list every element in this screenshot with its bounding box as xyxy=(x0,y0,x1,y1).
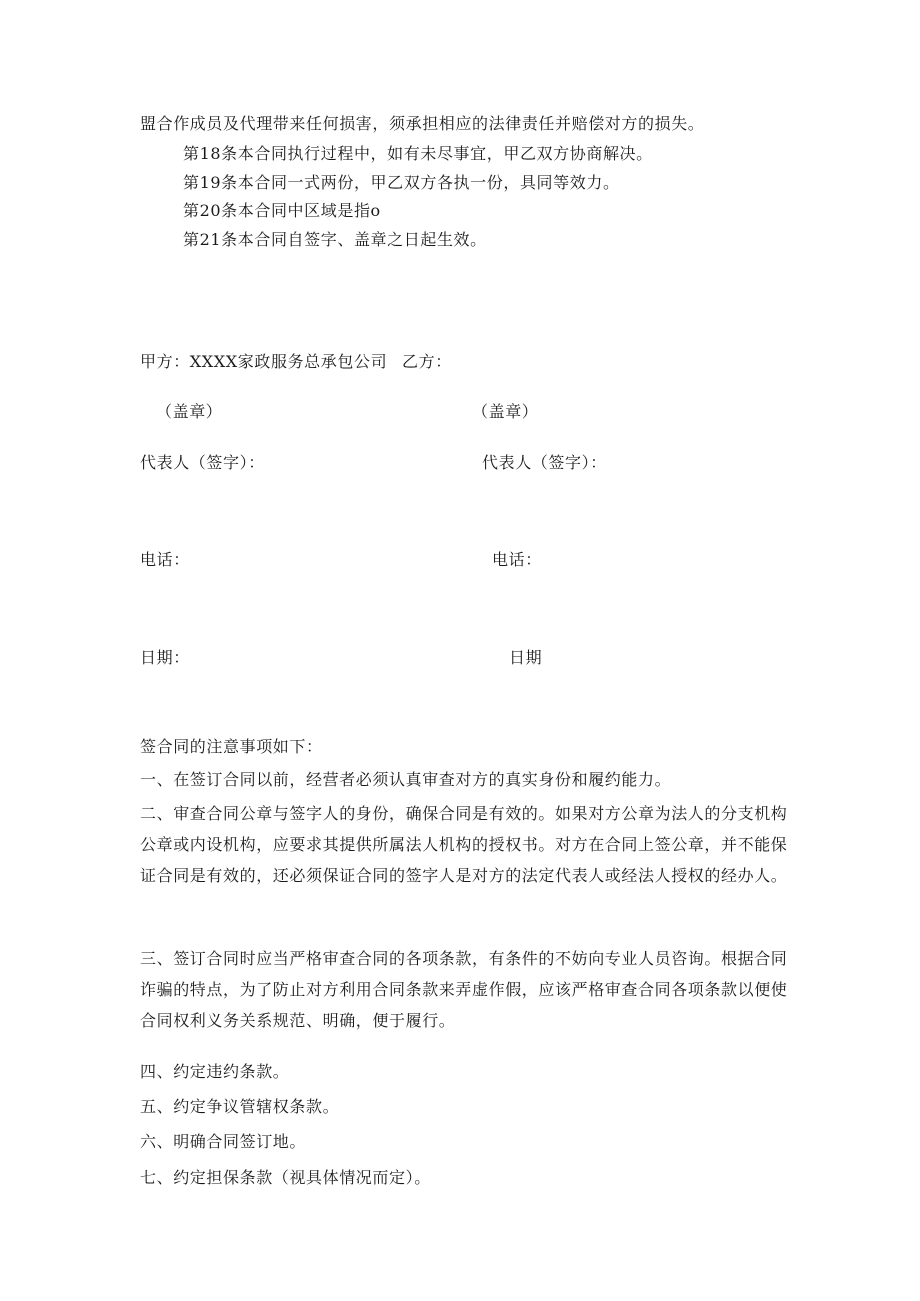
clause-19: 第19条本合同一式两份，甲乙双方各执一份，具同等效力。 xyxy=(183,173,620,192)
representative-a-label: 代表人（签字）： xyxy=(140,453,265,472)
clause-20: 第20条本合同中区域是指o xyxy=(183,201,381,220)
note-item-4: 四、约定违约条款。 xyxy=(140,1062,290,1081)
clause-18: 第18条本合同执行过程中，如有未尽事宜，甲乙双方协商解决。 xyxy=(183,144,653,163)
seal-b-label: （盖章） xyxy=(472,402,539,421)
note-item-6: 六、明确合同签订地。 xyxy=(140,1132,307,1151)
note-item-3: 三、签订合同时应当严格审查合同的各项条款，有条件的不妨向专业人员咨询。根据合同诈骗的特点，为了防止对方利用合同条款来弄虚作假，应该严格审查合同各项条款以便使合同权利义务关系规范、明确，便于履行。 xyxy=(140,949,788,1030)
note-item-5: 五、约定争议管辖权条款。 xyxy=(140,1097,340,1116)
clause-21: 第21条本合同自签字、盖章之日起生效。 xyxy=(183,230,487,249)
date-b-label: 日期 xyxy=(509,648,543,667)
date-a-label: 日期： xyxy=(140,648,190,667)
note-item-7: 七、约定担保条款（视具体情况而定）。 xyxy=(140,1168,431,1187)
representative-b-label: 代表人（签字）： xyxy=(482,453,607,472)
party-b-label: 乙方： xyxy=(402,352,452,371)
seal-a-label: （盖章） xyxy=(156,402,223,421)
phone-b-label: 电话： xyxy=(492,550,542,569)
note-item-1: 一、在签订合同以前，经营者必须认真审查对方的真实身份和履约能力。 xyxy=(140,770,672,789)
notes-heading: 签合同的注意事项如下： xyxy=(140,737,323,756)
note-item-2: 二、审查合同公章与签字人的身份，确保合同是有效的。如果对方公章为法人的分支机构公章或内设机构，应要求其提供所属法人机构的授权书。对方在合同上签公章，并不能保证合同是有效的，还必须保证合同的签字人是对方的法定代表人或经法人授权的经办人。 xyxy=(140,804,788,885)
party-a-label: 甲方：XXXX家政服务总承包公司 xyxy=(140,352,388,371)
clause-continuation: 盟合作成员及代理带来任何损害，须承担相应的法律责任并赔偿对方的损失。 xyxy=(140,114,705,133)
phone-a-label: 电话： xyxy=(140,550,190,569)
